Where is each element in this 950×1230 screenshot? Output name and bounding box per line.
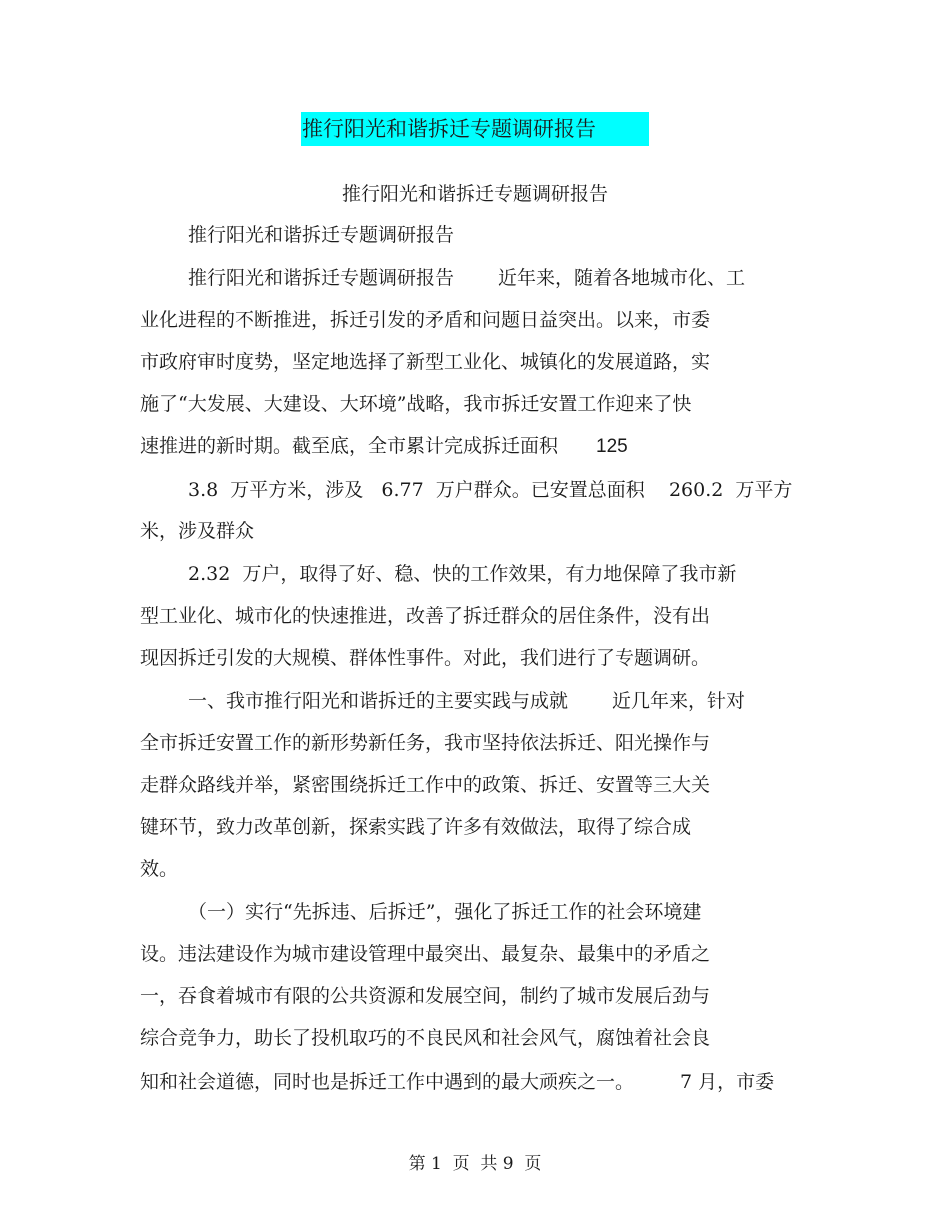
body-line-16: 效。	[140, 858, 179, 880]
body-line-8: 米，涉及群众	[140, 520, 255, 542]
body-line-6	[140, 432, 628, 461]
body-line-5: 施了“大发展、大建设、大环境”战略，我市拆迁安置工作迎来了快	[140, 393, 692, 415]
body-line-13: 全市拆迁安置工作的新形势新任务，我市坚持依法拆迁、阳光操作与	[140, 732, 711, 754]
body-line-2	[188, 264, 745, 292]
body-line-14: 走群众路线并举，紧密围绕拆迁工作中的政策、拆迁、安置等三大关	[140, 774, 711, 796]
document-title-highlighted: 推行阳光和谐拆迁专题调研报告	[301, 112, 649, 146]
body-line-7: 3.8 万平方米，涉及 6.77 万户群众。已安置总面积 260.2 万平方	[188, 479, 793, 501]
body-line-21	[140, 1068, 774, 1096]
body-line-3: 业化进程的不断推进，拆迁引发的矛盾和问题日益突出。以来，市委	[140, 309, 711, 331]
section-heading-1: 一、我市推行阳光和谐拆迁的主要实践与成就	[188, 690, 569, 712]
body-line-1: 推行阳光和谐拆迁专题调研报告	[188, 224, 455, 246]
body-line-18: 设。违法建设作为城市建设管理中最突出、最复杂、最集中的矛盾之	[140, 943, 711, 965]
body-line-6-number: 125	[596, 436, 628, 457]
body-line-21-text: 知和社会道德，同时也是拆迁工作中遇到的最大顽疾之一。	[140, 1071, 635, 1093]
body-line-9: 2.32 万户，取得了好、稳、快的工作效果，有力地保障了我市新	[188, 563, 737, 585]
body-line-12-text: 近几年来，针对	[612, 690, 746, 712]
body-line-2-heading: 推行阳光和谐拆迁专题调研报告	[188, 267, 455, 289]
body-line-12	[188, 687, 745, 715]
body-line-21-tail: 7 月，市委	[680, 1071, 775, 1093]
body-line-10: 型工业化、城市化的快速推进，改善了拆迁群众的居住条件，没有出	[140, 605, 711, 627]
document-subtitle: 推行阳光和谐拆迁专题调研报告	[341, 183, 608, 205]
body-line-20: 综合竞争力，助长了投机取巧的不良民风和社会风气，腐蚀着社会良	[140, 1027, 711, 1049]
body-line-6-text: 速推进的新时期。截至底，全市累计完成拆迁面积	[140, 435, 559, 457]
body-line-2-text: 近年来，随着各地城市化、工	[498, 267, 746, 289]
body-line-11: 现因拆迁引发的大规模、群体性事件。对此，我们进行了专题调研。	[140, 647, 711, 669]
body-line-15: 键环节，致力改革创新，探索实践了许多有效做法，取得了综合成	[140, 816, 692, 838]
page-footer: 第 1 页 共 9 页	[408, 1154, 542, 1174]
body-line-19: 一，吞食着城市有限的公共资源和发展空间，制约了城市发展后劲与	[140, 985, 711, 1007]
body-line-17: （一）实行“先拆违、后拆迁”，强化了拆迁工作的社会环境建	[188, 901, 702, 923]
body-line-4: 市政府审时度势，坚定地选择了新型工业化、城镇化的发展道路，实	[140, 351, 711, 373]
